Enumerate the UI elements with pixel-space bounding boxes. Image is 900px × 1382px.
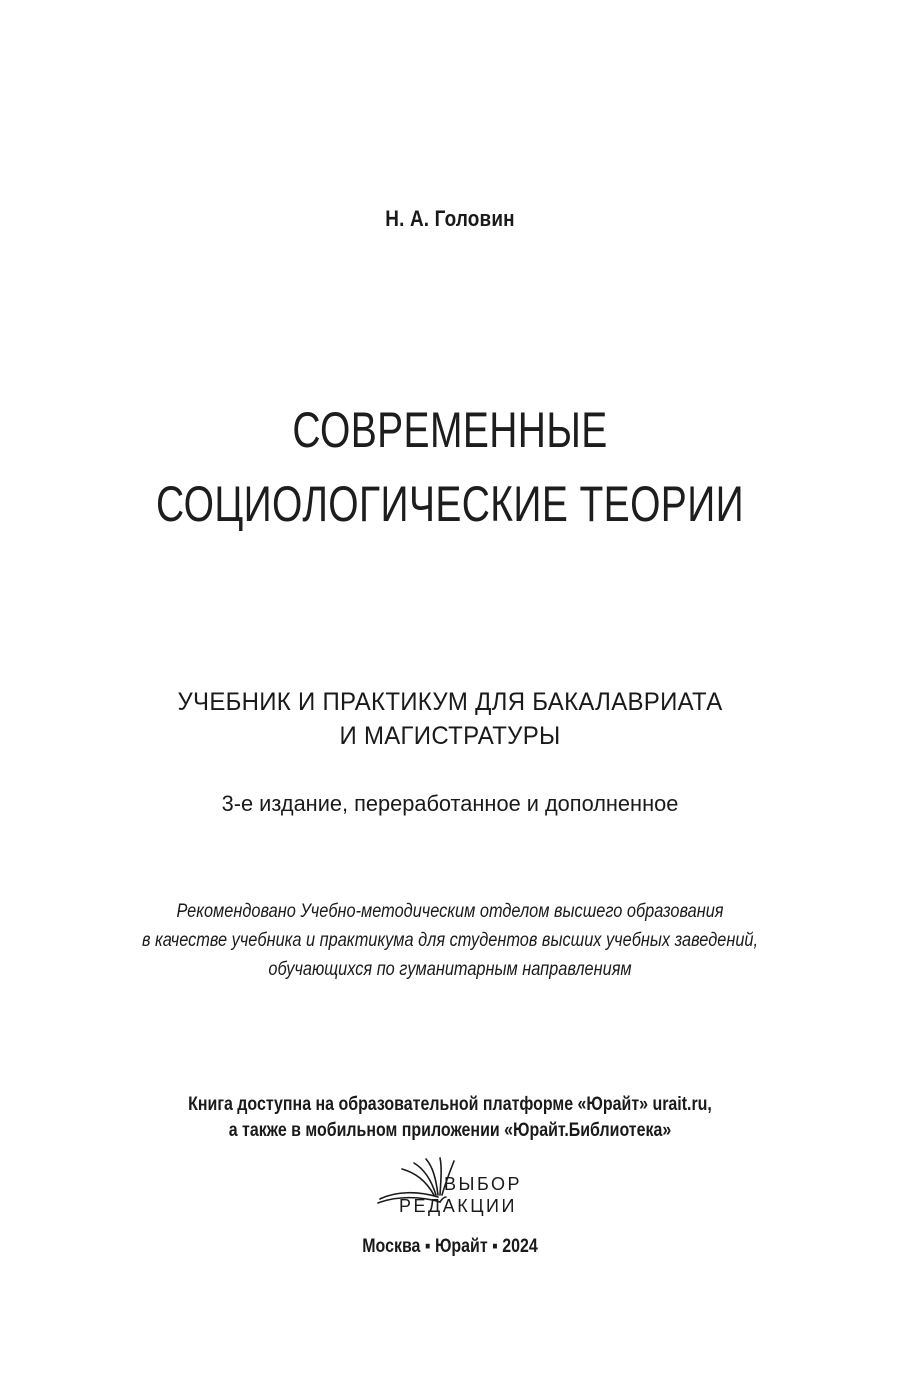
logo-word-redaktsii: РЕДАКЦИИ	[399, 1196, 517, 1216]
title-line-1: СОВРЕМЕННЫЕ	[292, 402, 608, 458]
author-name: Н. А. Головин	[385, 206, 515, 231]
availability-line-1: Книга доступна на образовательной платформе «Юрайт» urait.ru,	[188, 1094, 712, 1115]
subtitle-line-1: УЧЕБНИК И ПРАКТИКУМ ДЛЯ БАКАЛАВРИАТА	[177, 688, 723, 716]
edition-note: 3-е издание, переработанное и дополненное	[221, 791, 679, 816]
title-line-2: СОЦИОЛОГИЧЕСКИЕ ТЕОРИИ	[155, 476, 745, 532]
availability-line-2: а также в мобильном приложении «Юрайт.Библиотека»	[228, 1120, 672, 1141]
imprint-year: 2024	[502, 1236, 538, 1257]
subtitle-line-2: И МАГИСТРАТУРЫ	[339, 722, 561, 750]
recommendation-line-2: в качестве учебника и практикума для студентов высших учебных заведений,	[141, 930, 759, 951]
imprint-separator: ▪	[424, 1236, 431, 1257]
imprint-separator: ▪	[492, 1236, 498, 1257]
logo-word-vybor: ВЫБОР	[444, 1174, 523, 1194]
imprint-line	[72, 1236, 828, 1258]
imprint-city: Москва	[362, 1236, 421, 1257]
recommendation-line-1: Рекомендовано Учебно-методическим отделом высшего образования	[176, 901, 724, 922]
recommendation-line-3: обучающихся по гуманитарным направлениям	[268, 959, 632, 980]
imprint-publisher: Юрайт	[434, 1236, 488, 1257]
